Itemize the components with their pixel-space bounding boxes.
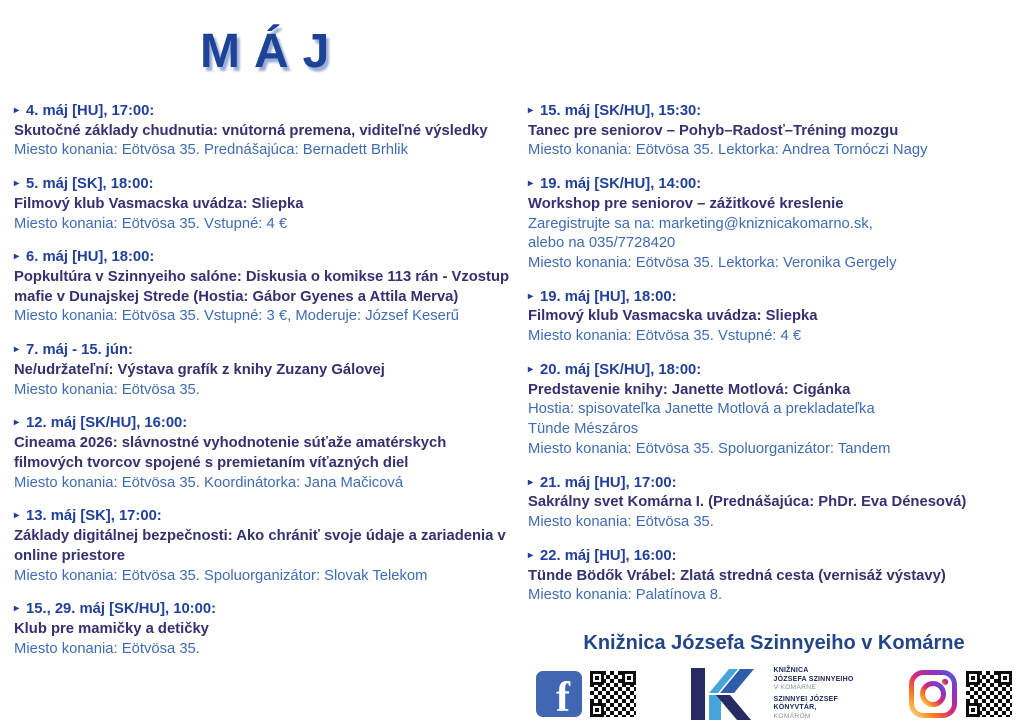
- event-title: Cineama 2026: slávnostné vyhodnotenie súťaže amatérskych filmových tvorcov spojené s premietaním víťazných diel: [14, 434, 447, 471]
- event-date-text: 7. máj - 15. jún:: [26, 342, 133, 359]
- event-detail: Miesto konania: Eötvösa 35. Prednášajúca: Bernadett Brhlik: [14, 142, 408, 159]
- qr-code-facebook: [590, 671, 636, 717]
- event-detail: Miesto konania: Eötvösa 35. Spoluorganizátor: Tandem: [528, 441, 891, 458]
- qr-finder-pattern: [966, 703, 980, 717]
- event-detail: Miesto konania: Eötvösa 35. Vstupné: 4 €: [14, 215, 288, 232]
- event-item: [528, 102, 1020, 161]
- event-detail: Zaregistrujte sa na: marketing@kniznicakomarno.sk,: [528, 215, 873, 232]
- event-item: [14, 600, 516, 659]
- event-title: Workshop pre seniorov – zážitkové kreslenie: [528, 195, 844, 212]
- bullet-icon: ▸: [14, 251, 20, 263]
- qr-finder-pattern: [590, 703, 604, 717]
- event-date-text: 20. máj [SK/HU], 18:00:: [540, 362, 702, 379]
- facebook-group: [536, 671, 636, 717]
- event-date-text: 15., 29. máj [SK/HU], 10:00:: [26, 601, 216, 618]
- event-detail: Miesto konania: Eötvösa 35. Koordinátorka: Jana Mačicová: [14, 474, 404, 491]
- event-date-text: 5. máj [SK], 18:00:: [26, 176, 154, 193]
- instagram-icon: [908, 669, 958, 719]
- logo-line: KÖNYVTÁR,: [773, 704, 817, 712]
- qr-code-instagram: [966, 671, 1012, 717]
- bullet-icon: ▸: [528, 364, 534, 376]
- event-detail: Tünde Mészáros: [528, 421, 639, 438]
- logo-line: KOMÁROM: [773, 712, 811, 720]
- event-date: [14, 341, 516, 361]
- bullet-icon: ▸: [14, 178, 20, 190]
- event-item: [528, 474, 1020, 533]
- event-date: [528, 288, 1020, 308]
- event-date: [528, 361, 1020, 381]
- event-item: [528, 547, 1020, 606]
- bullet-icon: ▸: [528, 476, 534, 488]
- event-detail: Miesto konania: Eötvösa 35.: [14, 381, 200, 398]
- event-item: [528, 361, 1020, 460]
- event-detail: Miesto konania: Eötvösa 35. Spoluorganizátor: Slovak Telekom: [14, 567, 428, 584]
- event-detail: Miesto konania: Eötvösa 35.: [14, 640, 200, 657]
- event-detail: Miesto konania: Eötvösa 35. Vstupné: 4 €: [528, 328, 802, 345]
- event-item: [528, 175, 1020, 274]
- logo-line: V KOMÁRNE: [773, 684, 817, 692]
- event-date: [528, 175, 1020, 195]
- event-date: [528, 474, 1020, 494]
- event-title: Ne/udržateľní: Výstava grafík z knihy Zuzany Gálovej: [14, 361, 385, 378]
- event-date: [528, 102, 1020, 122]
- event-date-text: 22. máj [HU], 16:00:: [540, 548, 677, 565]
- library-logo: [691, 667, 854, 721]
- event-item: [14, 507, 516, 586]
- event-title: Sakrálny svet Komárna I. (Prednášajúca: PhDr. Eva Dénesová): [528, 494, 967, 511]
- event-title: Predstavenie knihy: Janette Motlová: Cigánka: [528, 381, 851, 398]
- events-column-right: [528, 102, 1020, 721]
- event-date-text: 12. máj [SK/HU], 16:00:: [26, 415, 188, 432]
- event-date-text: 6. máj [HU], 18:00:: [26, 249, 155, 266]
- bullet-icon: ▸: [528, 290, 534, 302]
- library-logo-text: [774, 667, 854, 721]
- qr-finder-pattern: [998, 671, 1012, 685]
- event-date-text: 4. máj [HU], 17:00:: [26, 103, 155, 119]
- bullet-icon: ▸: [14, 510, 20, 522]
- event-title: Tünde Bödők Vrábel: Zlatá stredná cesta (vernisáž výstavy): [528, 567, 946, 584]
- event-item: [14, 248, 516, 327]
- footer-logos-row: [528, 667, 1020, 721]
- bullet-icon: ▸: [14, 603, 20, 615]
- event-date: [14, 414, 516, 434]
- event-date: [14, 600, 516, 620]
- event-date-text: 21. máj [HU], 17:00:: [540, 474, 677, 491]
- event-date-text: 15. máj [SK/HU], 15:30:: [540, 103, 702, 119]
- event-detail: Hostia: spisovateľka Janette Motlová a prekladateľka: [528, 401, 875, 418]
- logo-line: SZINNYEI JÓZSEF: [773, 695, 838, 703]
- event-date: [528, 547, 1020, 567]
- bullet-icon: ▸: [14, 105, 20, 116]
- event-date: [14, 175, 516, 195]
- events-column-left: [14, 102, 516, 674]
- bullet-icon: ▸: [528, 105, 534, 116]
- bullet-icon: ▸: [14, 417, 20, 429]
- event-title: Popkultúra v Szinnyeiho salóne: Diskusia o komikse 113 rán - Vzostup mafie v Dunajskej Strede (Hostia: Gábor Gyenes a Attila Merva): [14, 268, 510, 305]
- event-title: Filmový klub Vasmacska uvádza: Sliepka: [14, 195, 304, 212]
- event-detail: Miesto konania: Eötvösa 35. Vstupné: 3 €, Moderuje: József Keserű: [14, 308, 459, 325]
- event-title: Filmový klub Vasmacska uvádza: Sliepka: [528, 308, 818, 325]
- bullet-icon: ▸: [528, 178, 534, 190]
- event-title: Tanec pre seniorov – Pohyb–Radosť–Tréning mozgu: [528, 122, 899, 139]
- event-date-text: 19. máj [HU], 18:00:: [540, 288, 677, 305]
- logo-line: KNIŽNICA: [773, 667, 809, 675]
- event-date-text: 13. máj [SK], 17:00:: [26, 508, 162, 525]
- event-date: [14, 248, 516, 268]
- event-detail: Miesto konania: Eötvösa 35. Lektorka: Veronika Gergely: [528, 255, 897, 272]
- event-detail: Miesto konania: Eötvösa 35.: [528, 514, 714, 531]
- event-item: [528, 288, 1020, 347]
- qr-finder-pattern: [966, 671, 980, 685]
- event-item: [14, 414, 516, 493]
- library-name-heading: Knižnica Józsefa Szinnyeiho v Komárne: [583, 632, 965, 655]
- event-item: [14, 175, 516, 234]
- event-date: [14, 507, 516, 527]
- event-item: [14, 102, 516, 161]
- event-detail: Miesto konania: Palatínova 8.: [528, 587, 723, 604]
- event-title: Skutočné základy chudnutia: vnútorná premena, viditeľné výsledky: [14, 122, 488, 139]
- page-title: MÁJ: [200, 25, 344, 78]
- bullet-icon: ▸: [528, 550, 534, 562]
- event-item: [14, 341, 516, 400]
- event-title: Základy digitálnej bezpečnosti: Ako chrániť svoje údaje a zariadenia v online priestore: [14, 527, 506, 564]
- event-title: Klub pre mamičky a detičky: [14, 620, 209, 637]
- bullet-icon: ▸: [14, 344, 20, 356]
- facebook-f-glyph: f: [556, 675, 570, 718]
- event-detail: alebo na 035/7728420: [528, 235, 676, 252]
- qr-finder-pattern: [622, 671, 636, 685]
- event-date: [14, 102, 516, 122]
- logo-line: JÓZSEFA SZINNYEIHO: [773, 675, 854, 683]
- library-logo-k-icon: [691, 667, 765, 721]
- facebook-icon: [536, 671, 582, 717]
- instagram-group: [908, 669, 1012, 719]
- event-detail: Miesto konania: Eötvösa 35. Lektorka: Andrea Tornóczi Nagy: [528, 142, 928, 159]
- event-date-text: 19. máj [SK/HU], 14:00:: [540, 176, 702, 193]
- qr-finder-pattern: [590, 671, 604, 685]
